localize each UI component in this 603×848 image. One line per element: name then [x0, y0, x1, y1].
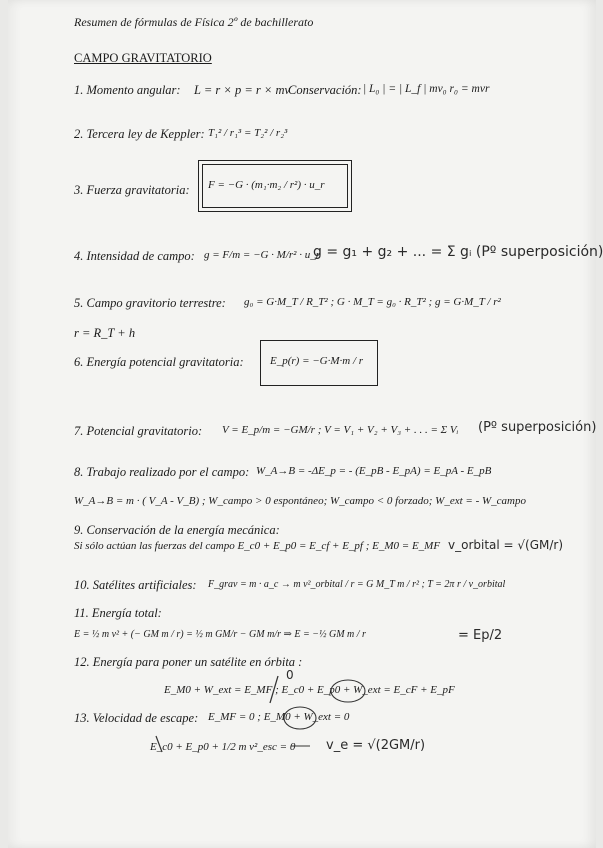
item-13-label: 13. Velocidad de escape: [74, 711, 199, 725]
item-5-formula: g₀ = G·M_T / R_T² ; G · M_T = g₀ · R_T² ; g = G·M_T / r² [244, 296, 501, 308]
item-12-formula: E_M0 + W_ext = E_MF ; E_c0 + E_p0 + W_ext = E_cF + E_pF [164, 684, 455, 696]
item-6-label: 6. Energía potencial gravitatoria: [74, 355, 244, 369]
item-8-label: 8. Trabajo realizado por el campo: [74, 465, 250, 479]
item-4-formula: g = F/m = −G · M/r² · u_r [204, 249, 321, 261]
item-11-handwritten-note: = Ep/2 [458, 628, 503, 643]
item-8-formula: W_A→B = -ΔE_p = - (E_pB - E_pA) = E_pA - E_pB [256, 465, 492, 477]
item-9-line2: Si sólo actúan las fuerzas del campo E_c0 + E_p0 = E_cf + E_pf ; E_M0 = E_MF [74, 540, 441, 552]
item-10-formula: F_grav = m · a_c → m v²_orbital / r = G M_T m / r² ; T = 2π r / v_orbital [208, 579, 506, 590]
notes-page [8, 0, 603, 848]
item-2-label: 2. Tercera ley de Keppler: [74, 127, 205, 141]
item-13-line2: E_c0 + E_p0 + 1/2 m v²_esc = 0 [150, 741, 296, 753]
item-1-conservation: | L₀ | = | L_f | mv₀ r₀ = mvr [363, 83, 490, 95]
page-header: Resumen de fórmulas de Física 2º de bachillerato [74, 15, 314, 29]
item-5-line2: r = R_T + h [74, 326, 136, 340]
item-12-label: 12. Energía para poner un satélite en órbita : [74, 655, 303, 669]
item-7-label: 7. Potencial gravitatorio: [74, 424, 203, 438]
item-7-handwritten-note: (Pº superposición) [478, 420, 597, 435]
item-3-label: 3. Fuerza gravitatoria: [74, 183, 190, 197]
item-13-formula: E_MF = 0 ; E_M0 + W_ext = 0 [208, 711, 350, 723]
item-12-handwritten-zero: 0 [286, 668, 294, 682]
item-3-formula: F = −G · (m₁·m₂ / r²) · u_r [208, 179, 325, 191]
item-11-label: 11. Energía total: [74, 606, 162, 620]
section-title: CAMPO GRAVITATORIO [74, 51, 212, 65]
item-9-label: 9. Conservación de la energía mecánica: [74, 523, 280, 537]
item-5-label: 5. Campo gravitorio terrestre: [74, 296, 226, 310]
item-2-formula: T₁² / r₁³ = T₂² / r₂³ [208, 127, 288, 139]
circle-mark-12 [331, 680, 365, 702]
item-10-label: 10. Satélites artificiales: [74, 578, 197, 592]
item-1-label: 1. Momento angular: [74, 83, 181, 97]
strike-mark-12 [270, 676, 278, 703]
item-9-handwritten-note: v_orbital = √(GM/r) [448, 538, 564, 552]
item-4-handwritten-note: g = g₁ + g₂ + ... = Σ gᵢ (Pº superposición) [313, 244, 603, 260]
item-11-formula: E = ½ m v² + (− GM m / r) = ½ m GM/r − GM m/r ⇒ E = −½ GM m / r [74, 629, 366, 640]
item-4-label: 4. Intensidad de campo: [74, 249, 195, 263]
item-8-line2: W_A→B = m · ( V_A - V_B) ; W_campo > 0 espontáneo; W_campo < 0 forzado; W_ext = - W_campo [74, 495, 526, 507]
circle-mark-13 [284, 707, 316, 729]
item-13-handwritten-note: v_e = √(2GM/r) [326, 738, 426, 753]
strike-mark-13 [156, 736, 162, 752]
item-1-conservation-label: Conservación: [288, 83, 362, 97]
item-6-formula: E_p(r) = −G·M·m / r [270, 355, 364, 367]
item-7-formula: V = E_p/m = −GM/r ; V = V₁ + V₂ + V₃ + . . . = Σ Vᵢ [222, 424, 459, 436]
pen-marks [8, 0, 596, 848]
item-1-formula: L = r × p = r × mv [194, 83, 291, 97]
